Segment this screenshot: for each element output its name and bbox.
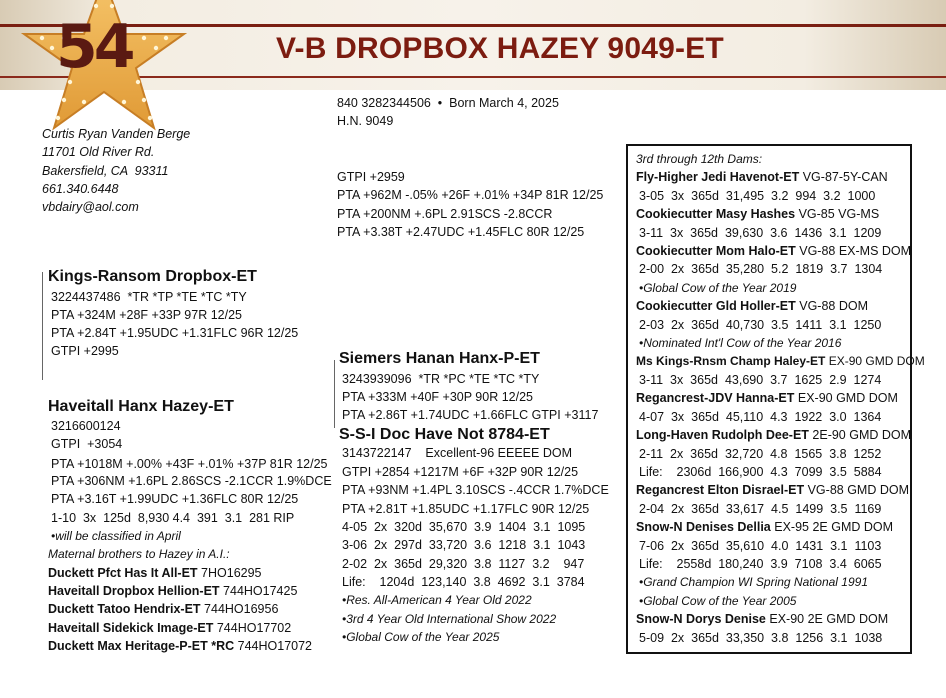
- dams-list: [636, 150, 925, 647]
- dam-entry-record: 3-11 3x 365d 39,630 3.6 1436 3.1 1209: [639, 225, 882, 240]
- dam-entry-name: Snow-N Dorys Denise EX-90 2E GMD DOM: [636, 612, 889, 627]
- lot-number: 54: [56, 12, 132, 82]
- dam-entry-lifetime: Life: 2306d 166,900 4.3 7099 3.5 5884: [639, 464, 882, 479]
- dam-line: GTPI +3054: [51, 437, 123, 451]
- sire-name: Kings-Ransom Dropbox-ET: [48, 268, 257, 285]
- brother-item: Haveitall Sidekick Image-ET 744HO17702: [48, 621, 292, 635]
- genomic-line: PTA +3.38T +2.47UDC +1.45FLC 80R 12/25: [337, 225, 585, 239]
- dam-record: 1-10 3x 125d 8,930 4.4 391 3.1 281 RIP: [51, 511, 295, 525]
- dam-note: •will be classified in April: [51, 529, 181, 543]
- dam-entry-record: 7-06 2x 365d 35,610 4.0 1431 3.1 1103: [639, 538, 882, 553]
- dam-entry-record: 2-03 2x 365d 40,730 3.5 1411 3.1 1250: [639, 317, 882, 332]
- extended-dams-box: [626, 144, 925, 654]
- dam-entry-note: •Global Cow of the Year 2005: [639, 593, 797, 608]
- dam-entry-record: 2-04 2x 365d 33,617 4.5 1499 3.5 1169: [639, 501, 882, 516]
- genomic-line: PTA +962M -.05% +26F +.01% +34P 81R 12/25: [337, 188, 604, 202]
- consignor-city: Bakersfield, CA 93311: [42, 164, 169, 178]
- granddam-record: 4-05 2x 320d 35,670 3.9 1404 3.1 1095: [342, 520, 586, 534]
- granddam-note: •3rd 4 Year Old International Show 2022: [342, 612, 557, 626]
- page-title: V-B DROPBOX HAZEY 9049-ET: [276, 32, 724, 65]
- dam-entry-name: Cookiecutter Gld Holler-ET VG-88 DOM: [636, 299, 868, 314]
- dam-entry-lifetime: Life: 2558d 180,240 3.9 7108 3.4 6065: [639, 556, 882, 571]
- dam-name: Haveitall Hanx Hazey-ET: [48, 398, 234, 415]
- dam-entry-name: Cookiecutter Masy Hashes VG-85 VG-MS: [636, 207, 880, 222]
- pedigree-connector: [334, 360, 335, 428]
- dam-line: PTA +306NM +1.6PL 2.86SCS -2.1CCR 1.9%DCE: [51, 474, 332, 488]
- dam-entry-record: 2-11 2x 365d 32,720 4.8 1565 3.8 1252: [639, 446, 882, 461]
- consignor-address: 11701 Old River Rd.: [42, 145, 155, 159]
- dam-entry-record: 2-00 2x 365d 35,280 5.2 1819 3.7 1304: [639, 262, 883, 277]
- dam-entry-record: 3-11 3x 365d 43,690 3.7 1625 2.9 1274: [639, 372, 882, 387]
- registration-line: 840 3282344506 • Born March 4, 2025: [337, 96, 559, 110]
- mgs-line: PTA +2.86T +1.74UDC +1.66FLC GTPI +3117: [342, 408, 599, 422]
- pedigree-connector: [42, 272, 43, 380]
- dam-entry-name: Regancrest-JDV Hanna-ET EX-90 GMD DOM: [636, 391, 898, 406]
- dam-line: PTA +3.16T +1.99UDC +1.36FLC 80R 12/25: [51, 492, 299, 506]
- granddam-line: 3143722147 Excellent-96 EEEEE DOM: [342, 446, 572, 460]
- brothers-heading: Maternal brothers to Hazey in A.I.:: [48, 547, 230, 561]
- mgs-line: PTA +333M +40F +30P 90R 12/25: [342, 390, 533, 404]
- granddam-note: •Global Cow of the Year 2025: [342, 630, 500, 644]
- dam-line: PTA +1018M +.00% +43F +.01% +37P 81R 12/25: [51, 457, 328, 471]
- genomic-line: PTA +200NM +.6PL 2.91SCS -2.8CCR: [337, 207, 553, 221]
- granddam-line: PTA +93NM +1.4PL 3.10SCS -.4CCR 1.7%DCE: [342, 483, 609, 497]
- dam-entry-note: •Grand Champion WI Spring National 1991: [639, 575, 868, 590]
- sire-line: GTPI +2995: [51, 344, 119, 358]
- brother-item: Duckett Tatoo Hendrix-ET 744HO16956: [48, 602, 279, 616]
- mgs-name: Siemers Hanan Hanx-P-ET: [339, 350, 540, 367]
- granddam-note: •Res. All-American 4 Year Old 2022: [342, 593, 532, 607]
- granddam-record: 2-02 2x 365d 29,320 3.8 1127 3.2 947: [342, 557, 585, 571]
- dams-heading: 3rd through 12th Dams:: [636, 152, 763, 166]
- granddam-line: PTA +2.81T +1.85UDC +1.17FLC 90R 12/25: [342, 502, 590, 516]
- brother-item: Duckett Max Heritage-P-ET *RC 744HO17072: [48, 639, 313, 653]
- dam-entry-record: 3-05 3x 365d 31,495 3.2 994 3.2 1000: [639, 188, 876, 203]
- consignor-phone: 661.340.6448: [42, 182, 119, 196]
- dam-entry-note: •Global Cow of the Year 2019: [639, 280, 797, 295]
- dam-entry-record: 5-09 2x 365d 33,350 3.8 1256 3.1 1038: [639, 630, 883, 645]
- brother-item: Haveitall Dropbox Hellion-ET 744HO17425: [48, 584, 298, 598]
- dam-entry-name: Cookiecutter Mom Halo-ET VG-88 EX-MS DOM: [636, 244, 912, 259]
- herd-number: H.N. 9049: [337, 114, 394, 128]
- sire-line: PTA +324M +28F +33P 97R 12/25: [51, 308, 242, 322]
- dam-line: 3216600124: [51, 419, 121, 433]
- sire-line: 3224437486 *TR *TP *TE *TC *TY: [51, 290, 247, 304]
- dam-entry-name: Long-Haven Rudolph Dee-ET 2E-90 GMD DOM: [636, 428, 912, 443]
- granddam-lifetime: Life: 1204d 123,140 3.8 4692 3.1 3784: [342, 575, 585, 589]
- dam-entry-note: •Nominated Int'l Cow of the Year 2016: [639, 336, 842, 351]
- brother-item: Duckett Pfct Has It All-ET 7HO16295: [48, 566, 262, 580]
- sire-line: PTA +2.84T +1.95UDC +1.31FLC 96R 12/25: [51, 326, 299, 340]
- dam-entry-name: Ms Kings-Rnsm Champ Haley-ET EX-90 GMD DOM: [636, 354, 925, 369]
- dam-entry-name: Regancrest Elton Disrael-ET VG-88 GMD DOM: [636, 483, 909, 498]
- consignor-name: Curtis Ryan Vanden Berge: [42, 127, 191, 141]
- consignor-email: vbdairy@aol.com: [42, 200, 139, 214]
- dam-entry-name: Snow-N Denises Dellia EX-95 2E GMD DOM: [636, 520, 894, 535]
- granddam-name: S-S-I Doc Have Not 8784-ET: [339, 426, 550, 443]
- granddam-record: 3-06 2x 297d 33,720 3.6 1218 3.1 1043: [342, 538, 586, 552]
- granddam-line: GTPI +2854 +1217M +6F +32P 90R 12/25: [342, 465, 579, 479]
- genomic-line: GTPI +2959: [337, 170, 405, 184]
- dam-entry-name: Fly-Higher Jedi Havenot-ET VG-87-5Y-CAN: [636, 170, 888, 185]
- dam-entry-record: 4-07 3x 365d 45,110 4.3 1922 3.0 1364: [639, 409, 882, 424]
- mgs-line: 3243939096 *TR *PC *TE *TC *TY: [342, 372, 540, 386]
